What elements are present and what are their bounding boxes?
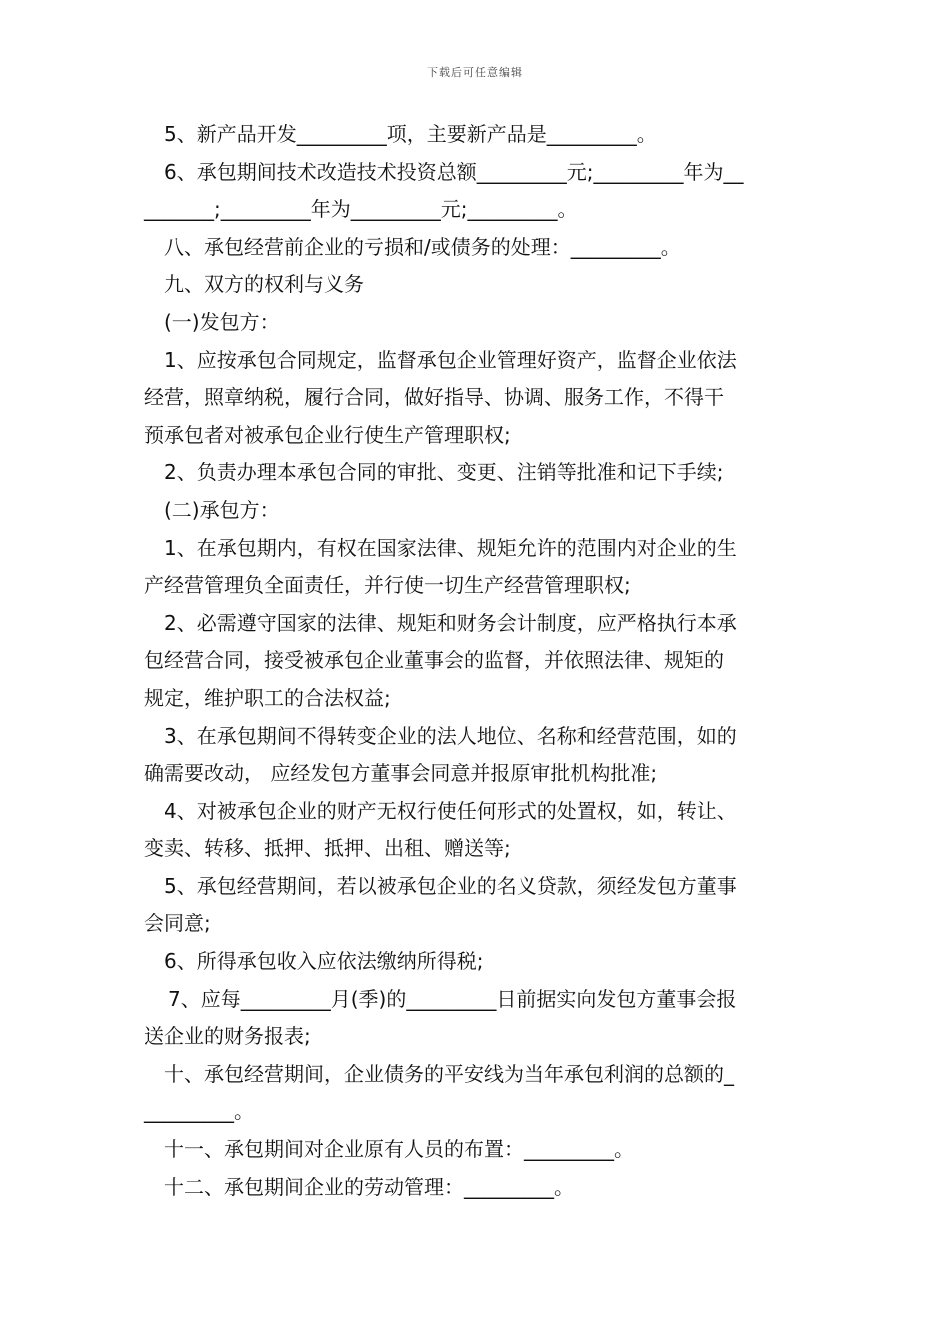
paragraph-line: 产经营管理负全面责任，并行使一切生产经营管理职权; — [144, 573, 631, 598]
section-heading: 十二、承包期间企业的劳动管理：_________。 — [164, 1174, 574, 1199]
paragraph-line: 6、承包期间技术改造技术投资总额_________元;_________年为__ — [164, 159, 744, 184]
paragraph-line: 5、承包经营期间，若以被承包企业的名义贷款，须经发包方董事 — [164, 873, 737, 898]
section-heading: 九、双方的权利与义务 — [164, 272, 364, 297]
page-header: 下载后可任意编辑 — [427, 66, 523, 79]
paragraph-line: 7、应每_________月(季)的_________日前据实向发包方董事会报 — [168, 986, 737, 1011]
paragraph-line: 变卖、转移、抵押、抵押、出租、赠送等; — [144, 836, 511, 861]
paragraph-line: 1、应按承包合同规定，监督承包企业管理好资产，监督企业依法 — [164, 347, 737, 372]
paragraph-line: 会同意; — [144, 911, 211, 936]
paragraph-line: 3、在承包期间不得转变企业的法人地位、名称和经营范围，如的 — [164, 723, 737, 748]
paragraph-line: 2、负责办理本承包合同的审批、变更、注销等批准和记下手续; — [164, 460, 724, 485]
section-heading: 十、承包经营期间，企业债务的平安线为当年承包利润的总额的_ — [164, 1061, 734, 1086]
paragraph-line: 包经营合同，接受被承包企业董事会的监督，并依照法律、规矩的 — [144, 648, 724, 673]
paragraph-line: 5、新产品开发_________项，主要新产品是_________。 — [164, 122, 657, 146]
paragraph-line: _________。 — [144, 1099, 254, 1124]
paragraph-line: 6、所得承包收入应依法缴纳所得税; — [164, 949, 484, 974]
paragraph-line: 2、必需遵守国家的法律、规矩和财务会计制度，应严格执行本承 — [164, 610, 737, 635]
paragraph-line: 确需要改动， 应经发包方董事会同意并报原审批机构批准; — [144, 761, 658, 786]
paragraph-line: 预承包者对被承包企业行使生产管理职权; — [144, 422, 511, 447]
paragraph-line: 规定，维护职工的合法权益; — [144, 685, 391, 710]
subsection-heading: (二)承包方： — [164, 497, 280, 522]
document-body — [144, 116, 812, 1206]
subsection-heading: (一)发包方： — [164, 309, 280, 334]
paragraph-line: 八、承包经营前企业的亏损和/或债务的处理：_________。 — [164, 234, 681, 259]
section-heading: 十一、承包期间对企业原有人员的布置：_________。 — [164, 1137, 634, 1162]
paragraph-line: 经营，照章纳税，履行合同，做好指导、协调、服务工作，不得干 — [144, 385, 724, 410]
paragraph-line: 1、在承包期内，有权在国家法律、规矩允许的范围内对企业的生 — [164, 535, 737, 560]
paragraph-line: 4、对被承包企业的财产无权行使任何形式的处置权，如，转让、 — [164, 798, 737, 823]
paragraph-line: 送企业的财务报表; — [144, 1024, 311, 1049]
paragraph-line: _______;_________年为_________元;_________。 — [144, 197, 578, 222]
